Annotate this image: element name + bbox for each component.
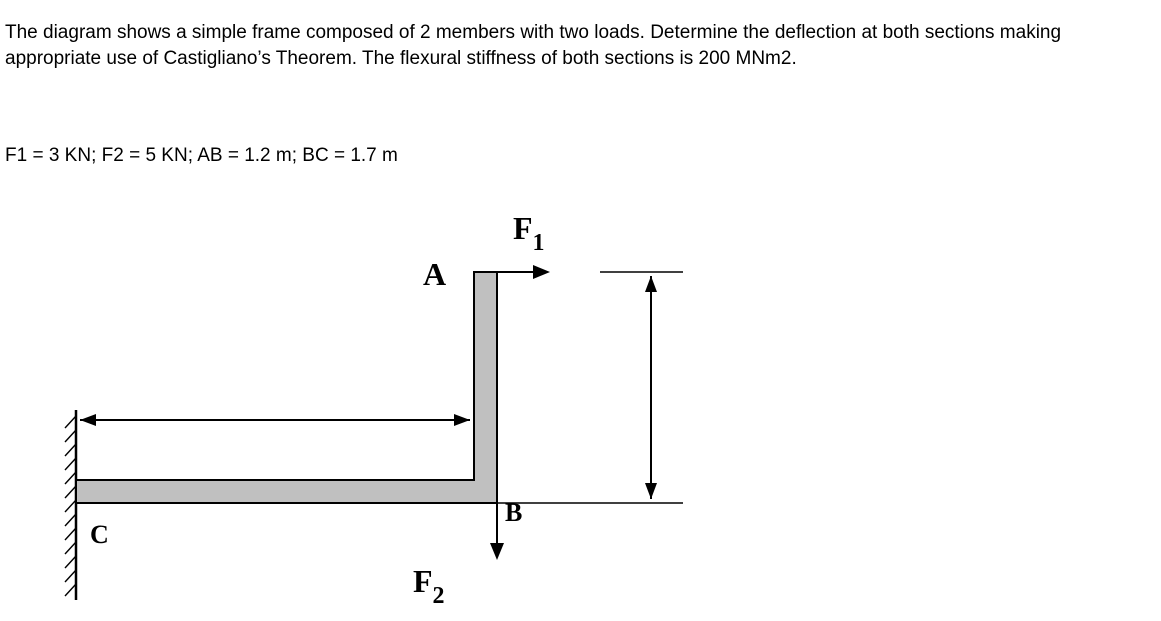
label-a: A: [423, 256, 447, 292]
force-f2-arrow: [490, 503, 504, 560]
label-f2-letter: F: [413, 563, 433, 599]
label-b: B: [505, 498, 523, 527]
label-f1-letter: F: [513, 210, 533, 246]
dimension-bc: [80, 414, 470, 426]
label-f1-subscript: 1: [532, 230, 545, 256]
dimension-ab: [600, 272, 683, 499]
problem-statement: The diagram shows a simple frame composed of 2 members with two loads. Determine the deflection at both sections making appropriate use of Castigliano’s Theorem. The flexural stiffness of both sections is 200 MNm2.: [5, 22, 1062, 69]
label-f2-subscript: 2: [432, 583, 445, 609]
label-c: C: [90, 520, 109, 549]
label-f1: [513, 210, 545, 256]
fixed-wall-support: [65, 410, 76, 600]
label-f2: [413, 563, 445, 609]
frame-members: [76, 272, 497, 503]
given-values: F1 = 3 KN; F2 = 5 KN; AB = 1.2 m; BC = 1.7 m: [5, 145, 398, 166]
